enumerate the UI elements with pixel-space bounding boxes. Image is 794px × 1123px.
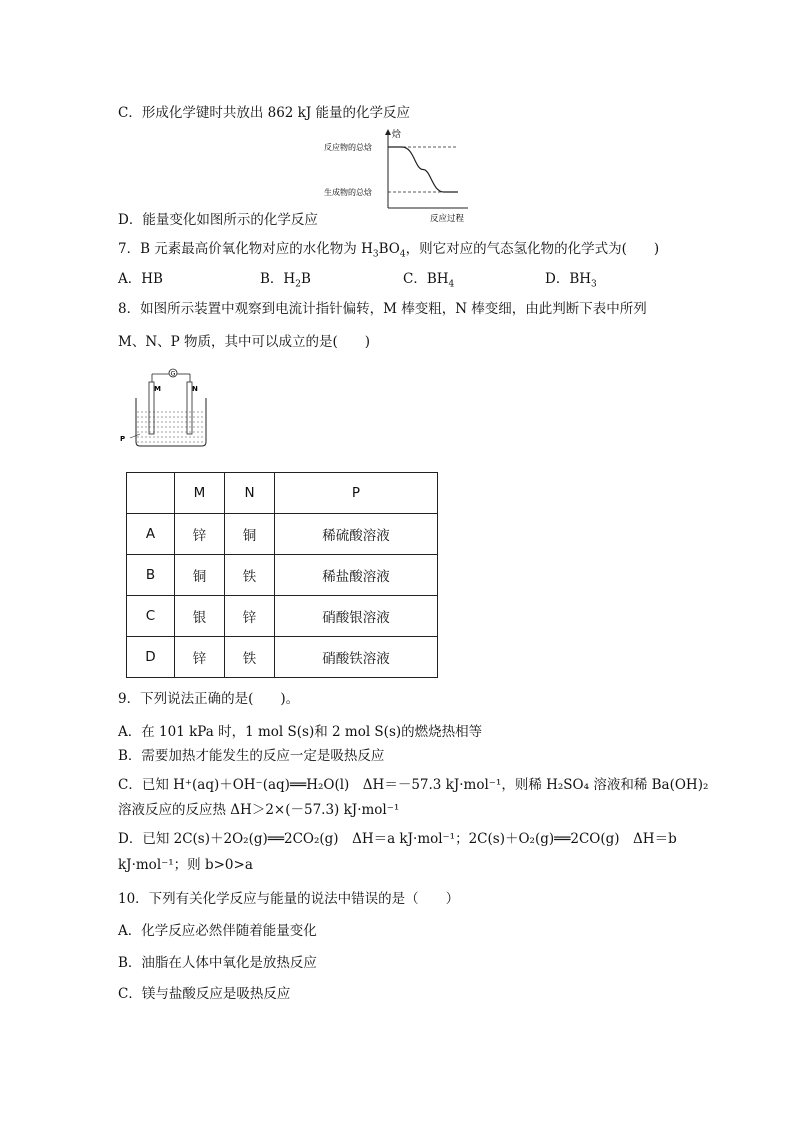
chart-annotation-reactants: 反应物的总焓 [324,143,372,152]
table-cell: 银 [175,596,225,637]
table-cell: D [127,637,175,678]
table-cell: 稀盐酸溶液 [275,555,438,596]
q9-option-c-line2: 溶液反应的反应热 ΔH＞2×(－57.3) kJ·mol⁻¹ [118,802,400,818]
table-cell: 硝酸铁溶液 [275,637,438,678]
table-cell: 锌 [175,514,225,555]
q8-options-table [126,472,438,678]
q9-stem: 9．下列说法正确的是( )。 [118,691,300,707]
table-cell: 硝酸银溶液 [275,596,438,637]
q10-option-c: C．镁与盐酸反应是吸热反应 [118,986,291,1002]
q7-option-c: C．$BH_4$ [403,271,455,290]
table-cell: 锌 [175,637,225,678]
table-cell: 铜 [225,514,275,555]
table-header-row [127,473,438,514]
table-cell: 锌 [225,596,275,637]
solution-liquid [137,412,205,442]
rod-m-label: M [154,385,161,393]
q9-option-b: B．需要加热才能发生的反应一定是吸热反应 [118,748,385,764]
q6-option-d: D．能量变化如图所示的化学反应 [118,212,318,228]
q6-option-c: C．形成化学键时共放出 862 kJ 能量的化学反应 [118,105,411,121]
table-cell: 铁 [225,555,275,596]
q10-stem: 10．下列有关化学反应与能量的说法中错误的是（ ） [118,891,460,907]
q7-option-d: D．$BH_3$ [545,271,597,290]
q7-options [118,270,718,288]
chart-y-label: 焓 [392,130,402,140]
table-row [127,514,438,555]
q9-option-d-line1: D．已知 2C(s)＋2O₂(g)══2CO₂(g) ΔH＝a kJ·mol⁻¹；2C(s)＋O₂(g)══2CO(g) ΔH＝b [118,831,677,847]
table-cell: 铁 [225,637,275,678]
table-cell: A [127,514,175,555]
enthalpy-chart [322,128,472,228]
table-header-cell: P [275,473,438,514]
q10-option-a: A．化学反应必然伴随着能量变化 [118,923,317,939]
table-row [127,555,438,596]
q9-option-d-line2: kJ·mol⁻¹；则 b>0>a [118,857,253,873]
table-cell: 铜 [175,555,225,596]
table-header-cell: N [225,473,275,514]
q7-stem: 7．B 元素最高价氧化物对应的水化物为 $H_3BO_4$，则它对应的气态氢化物的化学式为( ) [118,241,660,260]
table-cell: C [127,596,175,637]
solution-label: P [120,435,126,443]
galvanometer-label: G [170,369,176,378]
q7-option-b: B．$H_2B$ [260,271,311,290]
table-row [127,637,438,678]
rod-n [187,382,192,434]
chart-x-label: 反应过程 [430,214,465,224]
chart-y-axis-arrow [385,129,391,135]
q9-option-a: A．在 101 kPa 时，1 mol S(s)和 2 mol S(s)的燃烧热相等 [118,724,483,740]
table-header-cell: M [175,473,225,514]
rod-m [149,382,154,434]
chart-annotation-products: 生成物的总焓 [324,188,372,197]
chart-series-line [388,147,458,192]
table-row [127,596,438,637]
table-cell: 稀硫酸溶液 [275,514,438,555]
q7-option-a: A．HB [118,271,163,287]
rod-n-label: N [192,385,198,393]
table-cell: B [127,555,175,596]
q8-stem-line1: 8．如图所示装置中观察到电流计指针偏转，M 棒变粗，N 棒变细，由此判断下表中所列 [118,301,647,317]
q10-option-b: B．油脂在人体中氧化是放热反应 [118,955,317,971]
table-header-cell [127,473,175,514]
q9-option-c-line1: C．已知 H⁺(aq)＋OH⁻(aq)══H₂O(l) ΔH＝－57.3 kJ·mol⁻¹，则稀 H₂SO₄ 溶液和稀 Ba(OH)₂ [118,777,709,793]
q8-stem-line2: M、N、P 物质，其中可以成立的是( ) [118,334,371,350]
galvanic-cell-figure [118,364,214,450]
